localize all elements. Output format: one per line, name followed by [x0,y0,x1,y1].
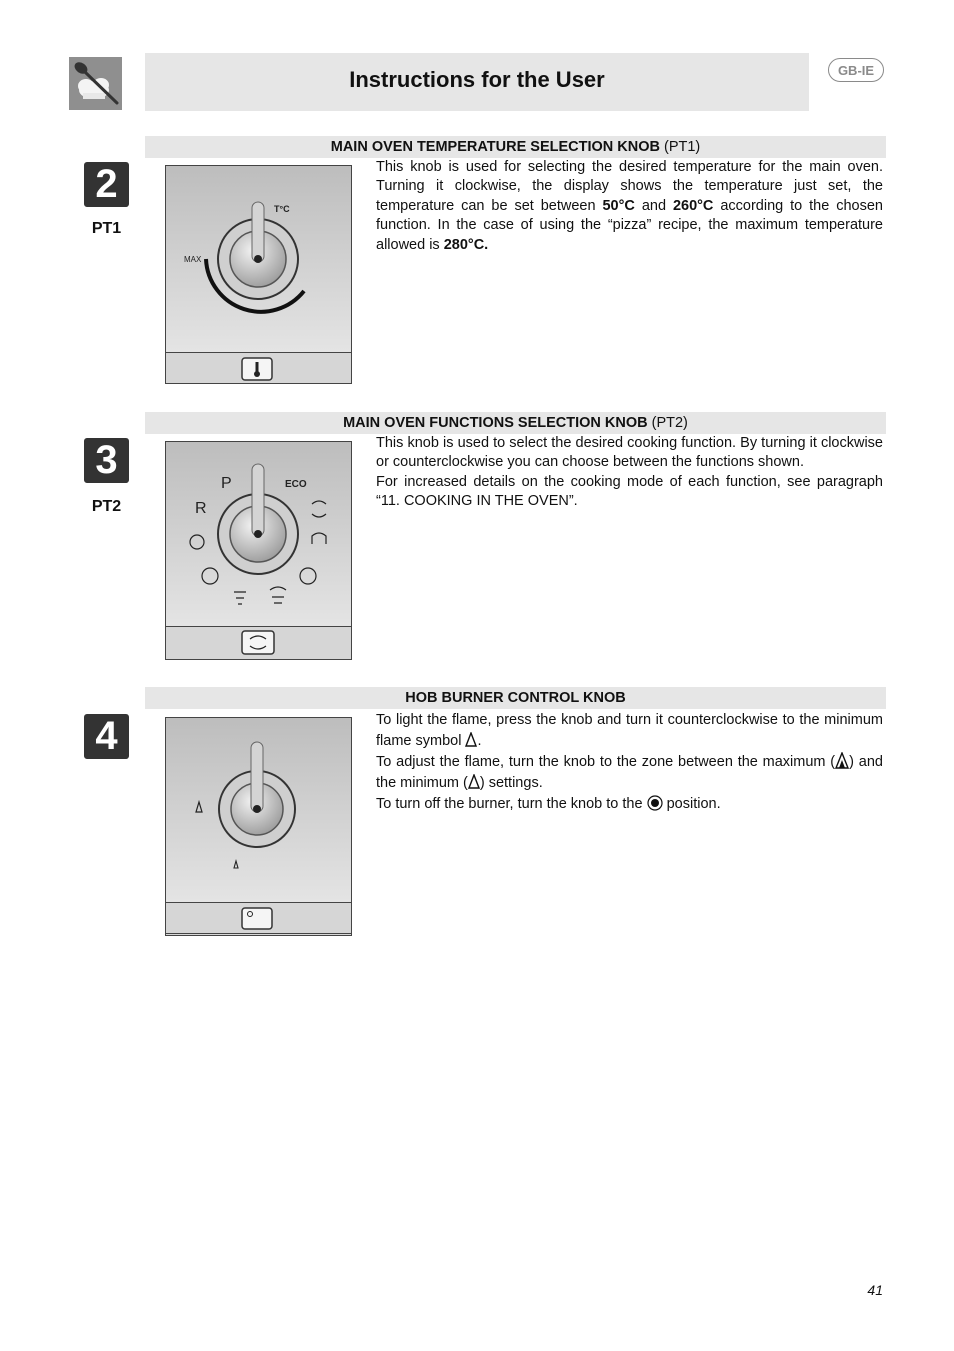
step-number-badge: 2 [84,162,129,207]
functions-knob-panel [165,441,352,660]
temperature-knob-description [376,158,883,255]
section-heading-functions-knob [145,412,886,434]
temperature-knob-panel [165,165,352,384]
desc-bold: 50°C [602,197,635,214]
desc-text: ) and the minimum ( [376,754,883,791]
spoon-chef-hat-icon [69,57,122,110]
section-heading-suffix: (PT2) [647,415,688,431]
max-flame-icon [835,752,849,769]
language-badge: GB-IE [828,58,884,82]
section-heading-bold: MAIN OVEN TEMPERATURE SELECTION KNOB [330,139,660,155]
pt-label: PT1 [91,220,122,237]
r-function-label: R [195,500,207,517]
section-heading-hob-burner-knob [145,687,886,709]
desc-text: . [477,733,482,749]
eco-function-label: ECO [285,479,307,490]
temp-label: T°C [274,204,290,214]
oven-function-icon [242,631,274,654]
step-number-badge: 4 [84,714,129,759]
desc-bold: 280°C. [443,236,489,253]
section-heading-suffix: (PT1) [659,139,701,155]
page-title: Instructions for the User [349,67,605,92]
brand-logo [69,57,122,110]
section-heading-bold: HOB BURNER CONTROL KNOB [405,690,626,706]
min-flame-icon [465,732,477,747]
section-heading-bold: MAIN OVEN FUNCTIONS SELECTION KNOB [343,415,648,431]
hob-burner-knob-panel [165,717,352,936]
desc-bold: 260°C [672,197,714,214]
burner-icon [242,908,272,929]
desc-text: and [634,197,673,214]
desc-text: ) settings. [479,775,543,791]
desc-text: according to the chosen function. In the case of using the “pizza” recipe, the maximum temperature allowed is [376,197,883,253]
thermometer-icon [242,358,272,380]
functions-knob-description [376,434,883,512]
header-bar [145,53,809,111]
off-position-icon [647,795,663,811]
desc-text: This knob is used for selecting the desired temperature for the main oven. Turning it clockwise, the display shows the temperature just set, the temperature can be set between [376,159,883,214]
pt-label: PT2 [91,498,122,515]
desc-text: To light the flame, press the knob and turn it counterclockwise to the minimum flame symbol [376,712,883,749]
page-number: 41 [867,1282,883,1298]
desc-text: To turn off the burner, turn the knob to the [376,796,647,812]
desc-paragraph: This knob is used to select the desired cooking function. By turning it clockwise or counterclockwise you can choose between the functions shown. [376,435,883,471]
max-label: MAX [184,255,202,264]
step-number-badge: 3 [84,438,129,483]
min-flame-icon [468,774,480,789]
pizza-function-label: P [221,475,232,492]
desc-text: To adjust the flame, turn the knob to the zone between the maximum ( [376,754,836,770]
hob-burner-description [376,710,883,815]
desc-paragraph: For increased details on the cooking mode of each function, see paragraph “11. COOKING IN THE OVEN”. [376,473,883,510]
section-heading-temperature-knob [145,136,886,158]
desc-text: position. [662,796,721,812]
